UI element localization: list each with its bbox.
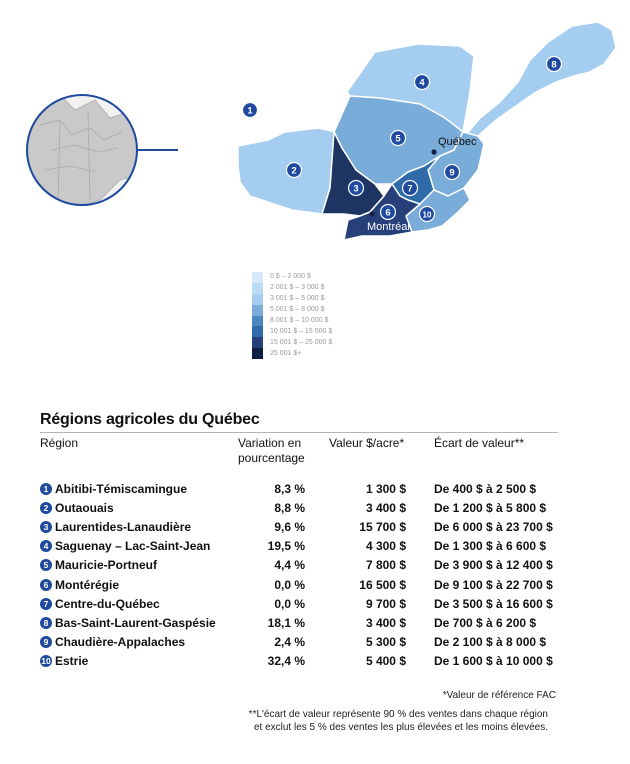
legend-item (252, 294, 332, 305)
table-row (40, 539, 560, 558)
svg-text:1: 1 (247, 105, 253, 117)
table-title: Régions agricoles du Québec (40, 411, 260, 428)
cell-region: Centre-du-Québec (55, 596, 160, 611)
region-marker-3 (349, 181, 364, 196)
region-marker-7 (403, 181, 418, 196)
row-number-badge: 4 (40, 540, 52, 552)
cell-region: Saguenay – Lac-Saint-Jean (55, 539, 211, 554)
note-reference: *Valeur de référence FAC (442, 690, 556, 701)
region-marker-10 (420, 207, 435, 222)
cell-ecart: De 1 600 $ à 10 000 $ (434, 653, 553, 668)
svg-text:7: 7 (407, 183, 413, 195)
svg-text:2: 2 (291, 165, 297, 177)
legend-label: 8 001 $ – 10 000 $ (270, 317, 329, 324)
legend-swatch (252, 326, 263, 337)
note-range-line1: **L'écart de valeur représente 90 % des ventes dans chaque région (248, 709, 548, 720)
table-row (40, 558, 560, 577)
cell-ecart: De 3 500 $ à 16 600 $ (434, 596, 553, 611)
cell-variation: 4,4 % (274, 558, 305, 573)
legend-label: 25 001 $+ (270, 349, 302, 357)
svg-text:8: 8 (551, 59, 557, 71)
row-number-badge: 1 (40, 483, 52, 495)
cell-variation: 0,0 % (274, 577, 305, 592)
inset-locator-map (20, 95, 150, 210)
cell-region: Outaouais (55, 501, 114, 516)
cell-ecart: De 6 000 $ à 23 700 $ (434, 520, 553, 535)
svg-text:6: 6 (385, 207, 391, 219)
cell-region: Chaudière-Appalaches (55, 634, 186, 649)
svg-text:3: 3 (353, 183, 359, 195)
table-row (40, 635, 560, 654)
legend-item (252, 337, 332, 348)
row-number-badge: 5 (40, 559, 52, 571)
cell-ecart: De 400 $ à 2 500 $ (434, 482, 537, 496)
cell-valeur: 1 300 $ (365, 482, 406, 496)
map-legend (252, 272, 332, 359)
table-row (40, 520, 560, 539)
legend-item (252, 316, 332, 327)
cell-valeur: 9 700 $ (365, 596, 406, 611)
cell-region: Estrie (55, 653, 89, 668)
cell-variation: 8,3 % (274, 482, 305, 496)
header-valeur: Valeur $/acre* (329, 436, 405, 450)
legend-swatch (252, 272, 263, 283)
row-number-badge: 9 (40, 636, 52, 648)
legend-label: 3 001 $ – 5 000 $ (270, 295, 325, 303)
legend-item (252, 283, 332, 294)
cell-region: Montérégie (55, 577, 120, 592)
legend-label: 15 001 $ – 25 000 $ (270, 338, 333, 346)
legend-swatch (252, 283, 263, 294)
legend-item (252, 305, 332, 316)
cell-ecart: De 1 200 $ à 5 800 $ (434, 501, 547, 516)
cell-region: Laurentides-Lanaudière (55, 520, 192, 535)
legend-swatch (252, 348, 263, 359)
cell-region: Bas-Saint-Laurent-Gaspésie (55, 615, 216, 630)
cell-region: Abitibi-Témiscamingue (55, 482, 188, 496)
legend-item (252, 348, 332, 359)
cell-valeur: 15 700 $ (359, 520, 406, 535)
table-row (40, 654, 560, 673)
legend-label: 0 $ – 2 000 $ (270, 273, 311, 281)
svg-text:4: 4 (419, 77, 425, 89)
region-marker-1 (243, 103, 258, 118)
region-marker-8 (547, 57, 562, 72)
legend-item (252, 326, 332, 337)
cell-valeur: 5 400 $ (365, 653, 406, 668)
city-montreal-label: Montréal (367, 221, 410, 233)
legend-item (252, 272, 332, 283)
table-row (40, 597, 560, 616)
cell-variation: 2,4 % (274, 634, 305, 649)
svg-text:9: 9 (449, 167, 455, 179)
header-region: Région (40, 436, 79, 450)
cell-ecart: De 1 300 $ à 6 600 $ (434, 539, 547, 554)
cell-valeur: 5 300 $ (365, 634, 406, 649)
region-marker-4 (415, 75, 430, 90)
city-quebec-label: Québec (438, 136, 477, 148)
row-number-badge: 8 (40, 617, 52, 629)
table-row (40, 501, 560, 520)
cell-valeur: 16 500 $ (359, 577, 406, 592)
legend-swatch (252, 316, 263, 327)
row-number-badge: 2 (40, 502, 52, 514)
table-row (40, 578, 560, 597)
quebec-agricultural-regions-map (0, 0, 630, 260)
row-number-badge: 10 (41, 655, 51, 666)
cell-valeur: 3 400 $ (365, 615, 406, 630)
note-range-line2: et exclut les 5 % des ventes les plus élevées et les moins élevées. (253, 722, 548, 733)
cell-valeur: 3 400 $ (365, 501, 406, 516)
cell-ecart: De 2 100 $ à 8 000 $ (434, 634, 547, 649)
cell-variation: 19,5 % (267, 539, 305, 554)
cell-variation: 18,1 % (267, 615, 305, 630)
cell-region: Mauricie-Portneuf (55, 558, 158, 573)
region-marker-2 (287, 163, 302, 178)
region-8-bas-saint-laurent-gaspesie (462, 22, 616, 146)
cell-valeur: 7 800 $ (365, 558, 406, 573)
cell-valeur: 4 300 $ (365, 539, 406, 554)
legend-swatch (252, 305, 263, 316)
svg-text:10: 10 (422, 210, 432, 220)
table-row (40, 616, 560, 635)
header-variation: Variation en pourcentage (238, 436, 305, 465)
table-row (40, 482, 560, 501)
cell-ecart: De 9 100 $ à 22 700 $ (434, 577, 553, 592)
row-number-badge: 6 (40, 579, 52, 591)
region-marker-9 (445, 165, 460, 180)
region-marker-5 (391, 131, 406, 146)
cell-variation: 32,4 % (267, 653, 305, 668)
cell-variation: 8,8 % (274, 501, 305, 516)
legend-label: 2 001 $ – 3 000 $ (270, 284, 325, 292)
legend-swatch (252, 337, 263, 348)
header-ecart: Écart de valeur** (434, 436, 525, 450)
cell-variation: 9,6 % (274, 520, 305, 535)
svg-text:5: 5 (395, 133, 401, 145)
cell-ecart: De 3 900 $ à 12 400 $ (434, 558, 553, 573)
header-rule (40, 432, 558, 433)
cell-variation: 0,0 % (274, 596, 305, 611)
cell-ecart: De 700 $ à 6 200 $ (434, 615, 537, 630)
legend-label: 10 001 $ – 15 000 $ (270, 327, 333, 335)
region-marker-6 (381, 205, 396, 220)
legend-label: 5 001 $ – 8 000 $ (270, 306, 325, 314)
row-number-badge: 3 (40, 521, 52, 533)
row-number-badge: 7 (40, 598, 52, 610)
legend-swatch (252, 294, 263, 305)
